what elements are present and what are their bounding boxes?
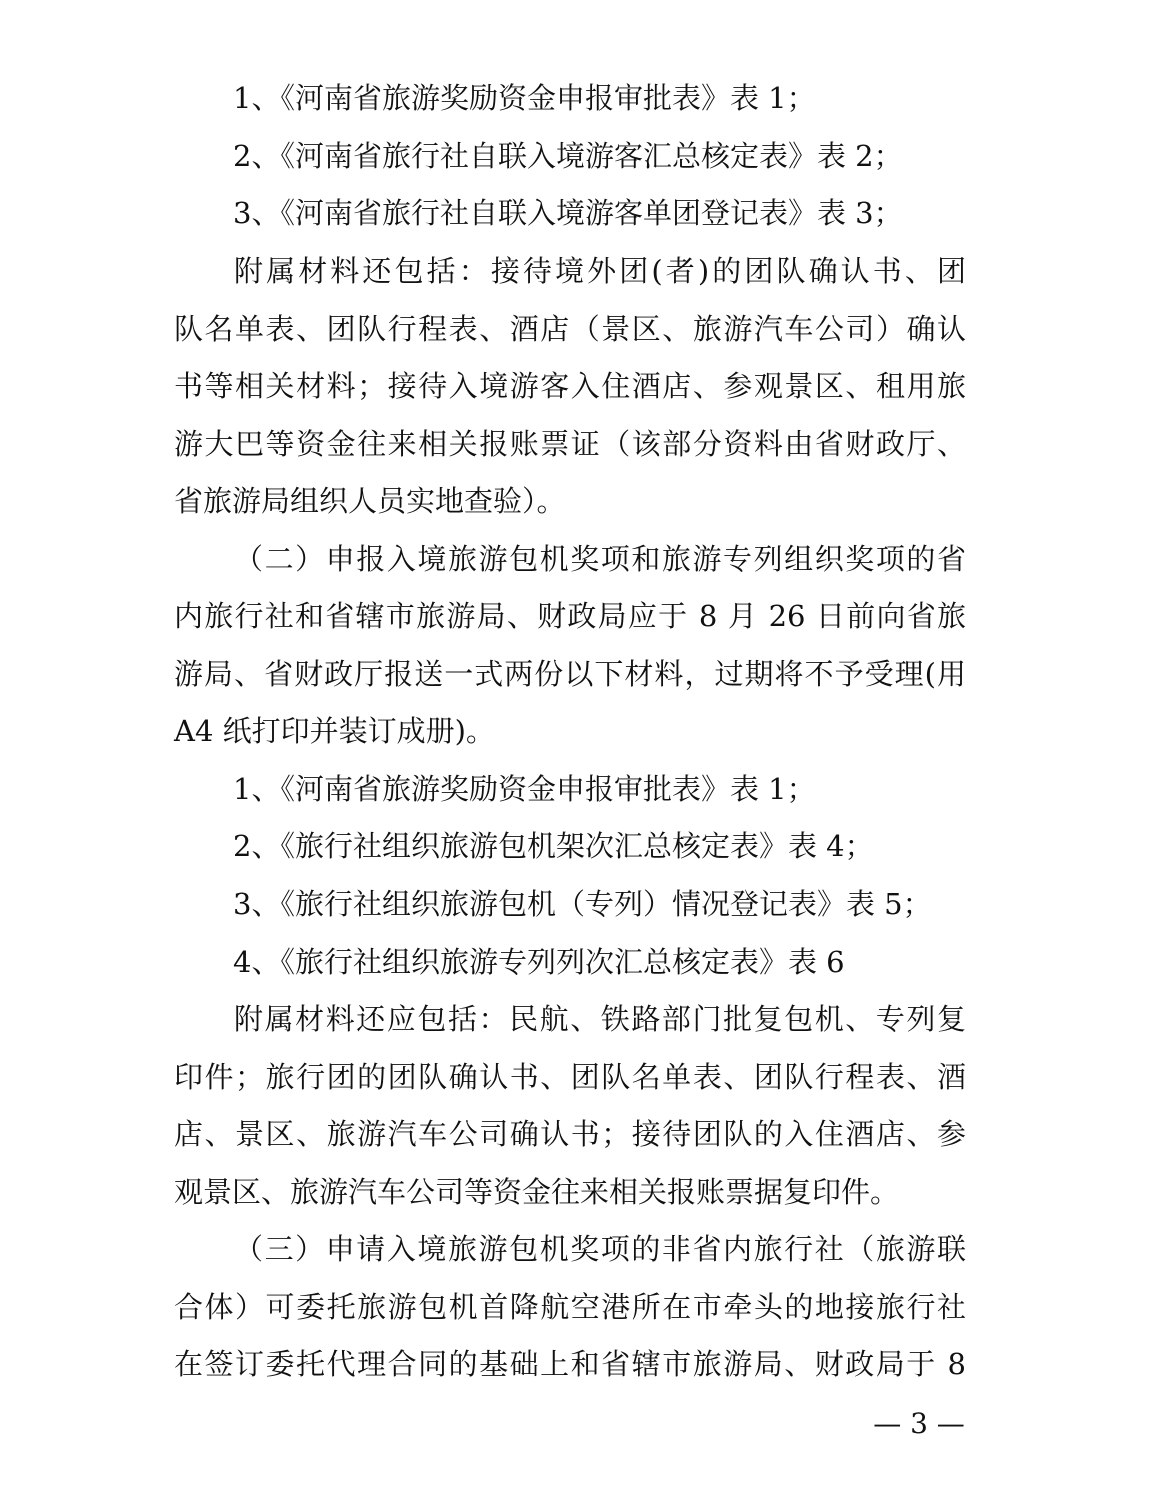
paragraph-line: 书等相关材料；接待入境游客入住酒店、参观景区、租用旅 (174, 369, 966, 403)
attachment-item: 3、《河南省旅行社自联入境游客单团登记表》表 3； (233, 196, 903, 230)
attachment-item: 1、《河南省旅游奖励资金申报审批表》表 1； (233, 772, 816, 806)
paragraph-line: 内旅行社和省辖市旅游局、财政局应于 8 月 26 日前向省旅 (174, 599, 966, 633)
section-heading-line: （三）申请入境旅游包机奖项的非省内旅行社（旅游联 (234, 1232, 966, 1266)
paragraph-line: 队名单表、团队行程表、酒店（景区、旅游汽车公司）确认 (174, 312, 966, 346)
page-number: — 3 — (873, 1407, 965, 1440)
attachment-item: 1、《河南省旅游奖励资金申报审批表》表 1； (233, 81, 816, 115)
attachment-item: 3、《旅行社组织旅游包机（专列）情况登记表》表 5； (233, 887, 932, 921)
paragraph-line: 游局、省财政厅报送一式两份以下材料，过期将不予受理(用 (174, 657, 966, 691)
paragraph-line: A4 纸打印并装订成册)。 (174, 714, 495, 748)
paragraph-line: 店、景区、旅游汽车公司确认书；接待团队的入住酒店、参 (174, 1117, 966, 1151)
paragraph-line: 游大巴等资金往来相关报账票证（该部分资料由省财政厅、 (174, 427, 966, 461)
attachment-item: 2、《旅行社组织旅游包机架次汇总核定表》表 4； (233, 829, 874, 863)
paragraph-line: 印件；旅行团的团队确认书、团队名单表、团队行程表、酒 (174, 1060, 966, 1094)
section-heading-line: （二）申报入境旅游包机奖项和旅游专列组织奖项的省 (234, 542, 966, 576)
paragraph-line: 合体）可委托旅游包机首降航空港所在市牵头的地接旅行社 (174, 1290, 966, 1324)
attachment-item: 2、《河南省旅行社自联入境游客汇总核定表》表 2； (233, 139, 903, 173)
paragraph-line: 省旅游局组织人员实地查验）。 (174, 484, 566, 518)
paragraph-line: 在签订委托代理合同的基础上和省辖市旅游局、财政局于 8 (174, 1347, 966, 1381)
paragraph-line: 观景区、旅游汽车公司等资金往来相关报账票据复印件。 (174, 1175, 900, 1209)
paragraph-line: 附属材料还应包括：民航、铁路部门批复包机、专列复 (234, 1002, 966, 1036)
paragraph-line: 附属材料还包括：接待境外团(者)的团队确认书、团 (234, 254, 966, 288)
attachment-item: 4、《旅行社组织旅游专列列次汇总核定表》表 6 (233, 945, 845, 979)
